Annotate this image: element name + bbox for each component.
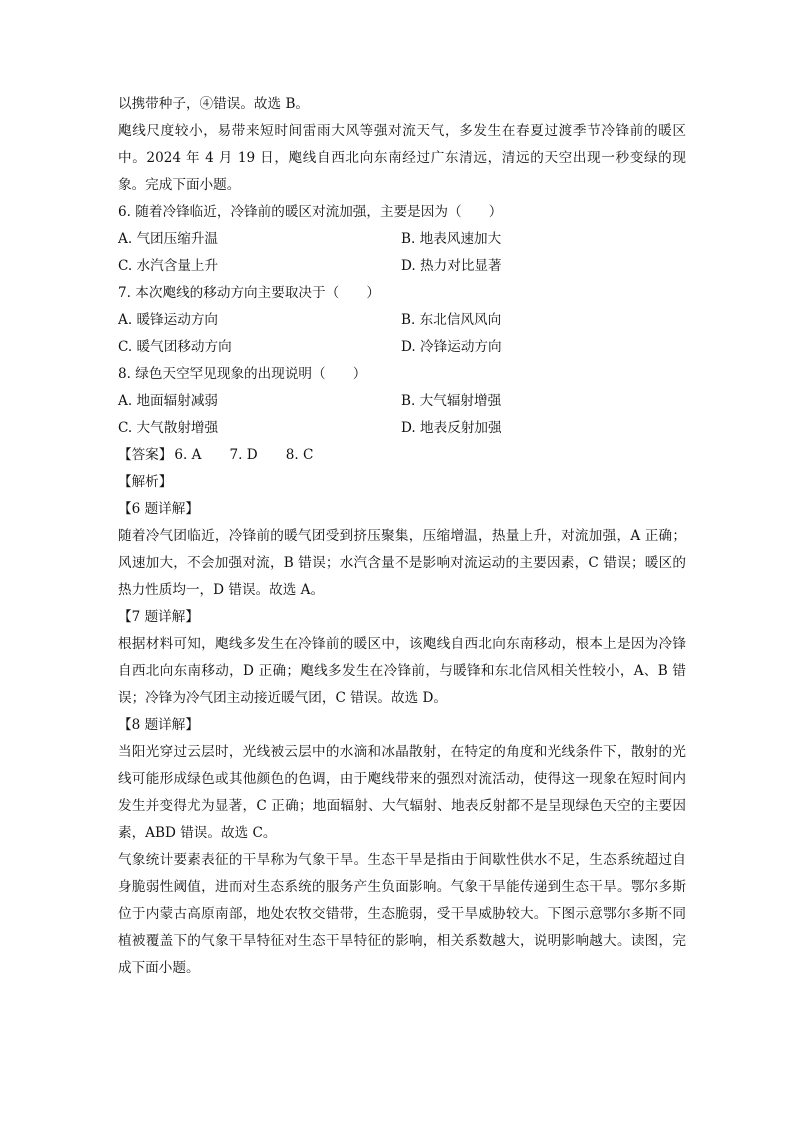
- answer-line: [118, 442, 686, 469]
- answer-8: 8. C: [285, 447, 314, 463]
- question-8-option-d: D. 地表反射加强: [401, 420, 502, 436]
- question-6-option-b: B. 地表风速加大: [401, 231, 502, 247]
- question-8-option-c: C. 大气散射增强: [118, 420, 219, 436]
- question-7-option-d: D. 冷锋运动方向: [401, 339, 502, 355]
- question-7-option-c: C. 暖气团移动方向: [118, 339, 232, 355]
- intro-line: 以携带种子，④错误。故选 B。: [118, 96, 310, 112]
- question-8-option-b: B. 大气辐射增强: [401, 393, 502, 409]
- question-7-stem: 7. 本次飑线的移动方向主要取决于（ ）: [118, 285, 380, 301]
- question-7-options-row-2: [118, 334, 686, 361]
- next-material-paragraph: 气象统计要素表征的干旱称为气象干旱。生态干旱是指由于间歇性供水不足，生态系统超过自身脆弱性阈值，进而对生态系统的服务产生负面影响。气象干旱能传递到生态干旱。鄂尔多斯位于内蒙古高原南部，地处农牧交错带，生态脆弱，受干旱威胁较大。下图示意鄂尔多斯不同植被覆盖下的气象干旱特征对生态干旱特征的影响，相关系数越大，说明影响越大。读图，完成下面小题。: [118, 852, 686, 976]
- detail-7-text: 根据材料可知，飑线多发生在冷锋前的暖区中，该飑线自西北向东南移动，根本上是因为冷锋自西北向东南移动，D 正确；飑线多发生在冷锋前，与暖锋和东北信风相关性较小，A、B 错误；冷锋为冷气团主动接近暖气团，C 错误。故选 D。: [118, 636, 686, 706]
- question-8-options-row-2: [118, 415, 686, 442]
- question-6-options-row-2: [118, 253, 686, 280]
- detail-7-title: 【7 题详解】: [118, 609, 199, 625]
- question-7-option-a: A. 暖锋运动方向: [118, 312, 219, 328]
- document-content: [118, 91, 686, 982]
- detail-8-title: 【8 题详解】: [118, 717, 199, 733]
- question-6-stem: 6. 随着冷锋临近，冷锋前的暖区对流加强，主要是因为（ ）: [118, 204, 503, 220]
- question-6-options-row-1: [118, 226, 686, 253]
- detail-6-text: 随着冷气团临近，冷锋前的暖气团受到挤压聚集，压缩增温，热量上升，对流加强，A 正确；风速加大，不会加强对流，B 错误；水汽含量不是影响对流运动的主要因素，C 错误；暖区的热力性质均一，D 错误。故选 A。: [118, 528, 686, 598]
- question-6-option-c: C. 水汽含量上升: [118, 258, 219, 274]
- material-paragraph: 飑线尺度较小，易带来短时间雷雨大风等强对流天气，多发生在春夏过渡季节冷锋前的暖区中。2024 年 4 月 19 日，飑线自西北向东南经过广东清远，清远的天空出现一秒变绿的现象。完成下面小题。: [118, 123, 686, 193]
- analysis-label: 【解析】: [118, 474, 173, 490]
- question-8-options-row-1: [118, 388, 686, 415]
- question-8-option-a: A. 地面辐射减弱: [118, 393, 219, 409]
- question-7-options-row-1: [118, 307, 686, 334]
- question-6-option-d: D. 热力对比显著: [401, 258, 502, 274]
- detail-6-title: 【6 题详解】: [118, 501, 199, 517]
- detail-8-text: 当阳光穿过云层时，光线被云层中的水滴和冰晶散射，在特定的角度和光线条件下，散射的光线可能形成绿色或其他颜色的色调，由于飑线带来的强烈对流活动，使得这一现象在短时间内发生并变得尤为显著，C 正确；地面辐射、大气辐射、地表反射都不是呈现绿色天空的主要因素，ABD 错误。故选 C。: [118, 744, 686, 841]
- question-6-option-a: A. 气团压缩升温: [118, 231, 219, 247]
- question-7-option-b: B. 东北信风风向: [401, 312, 502, 328]
- answer-6: 6. A: [174, 447, 202, 463]
- answer-label: 【答案】: [118, 447, 173, 463]
- answer-7: 7. D: [229, 447, 258, 463]
- question-8-stem: 8. 绿色天空罕见现象的出现说明（ ）: [118, 366, 367, 382]
